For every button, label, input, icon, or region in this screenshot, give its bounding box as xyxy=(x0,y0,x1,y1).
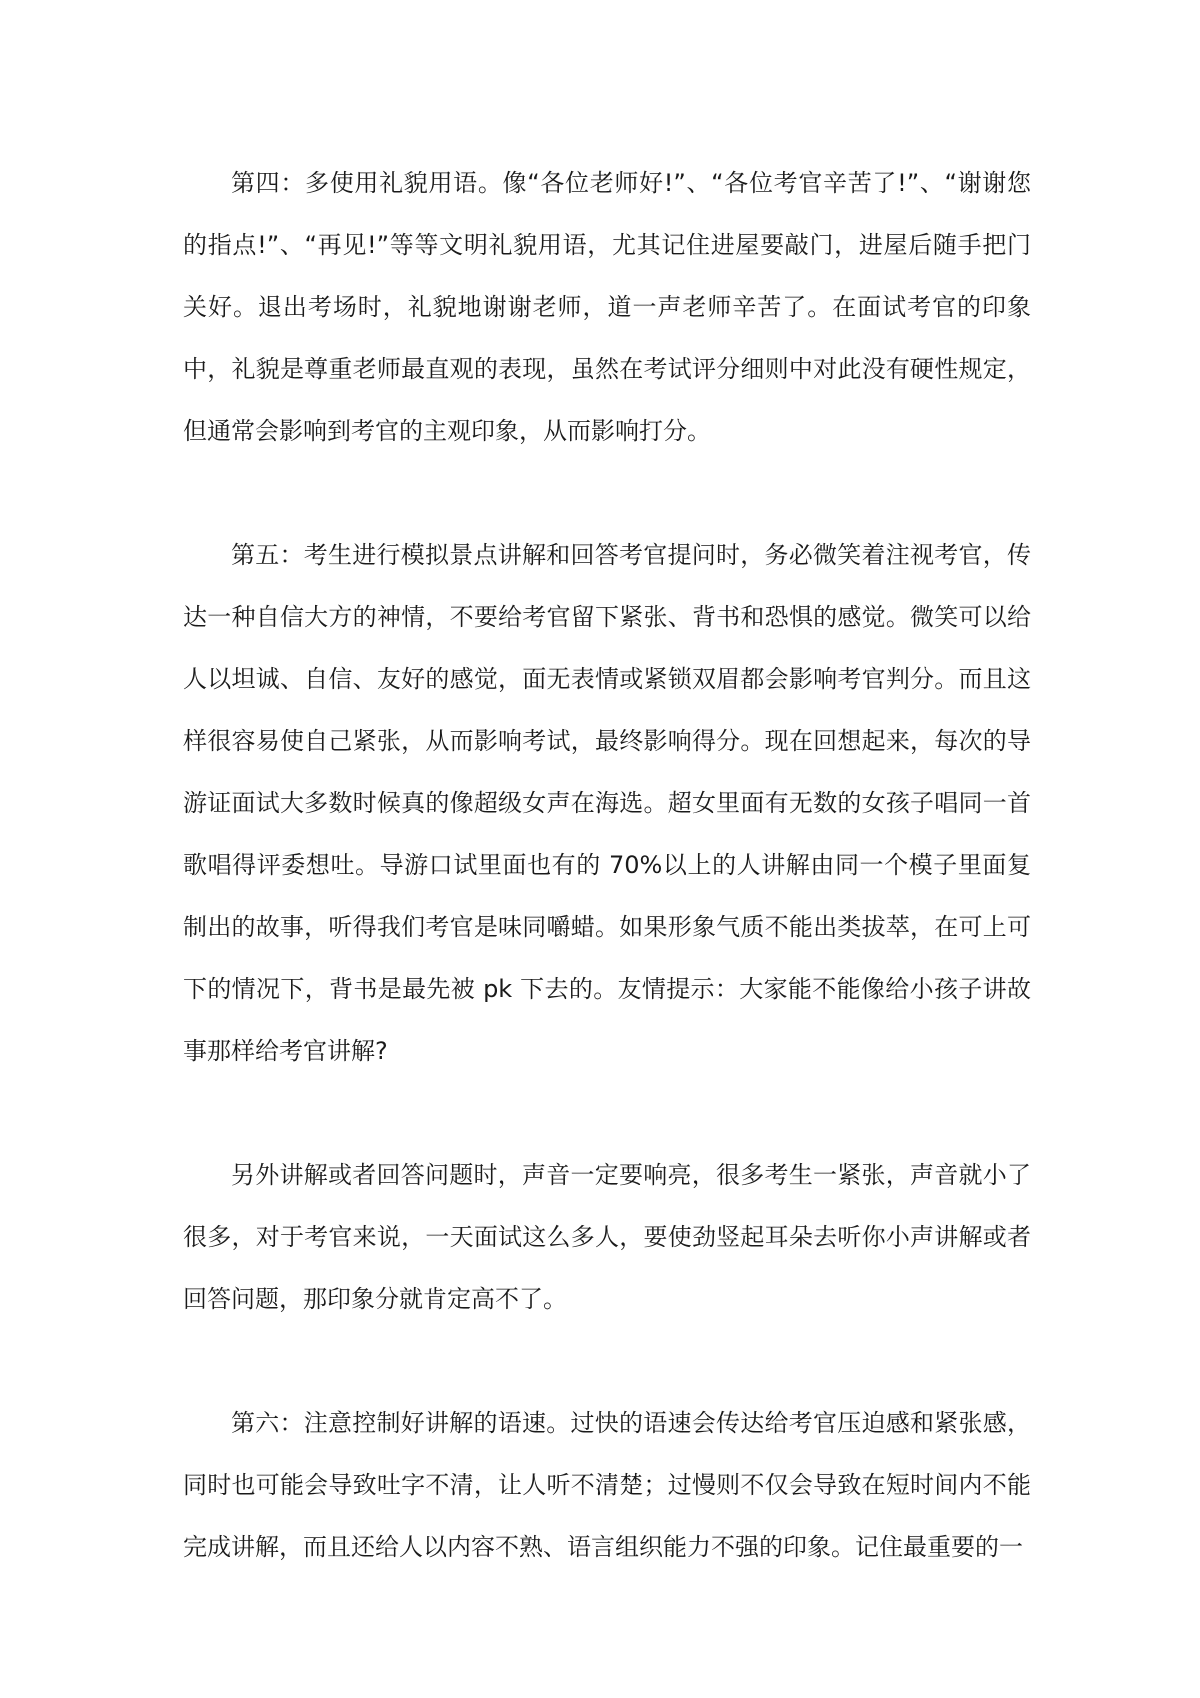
paragraph-voice-tip: 另外讲解或者回答问题时，声音一定要响亮，很多考生一紧张，声音就小了很多，对于考官来说，一天面试这么多人，要使劲竖起耳朵去听你小声讲解或者回答问题，那印象分就肯定高不了。 xyxy=(183,1161,1031,1313)
paragraph-fourth-point: 第四：多使用礼貌用语。像“各位老师好!”、“各位考官辛苦了!”、“谢谢您的指点!”、“再见!”等等文明礼貌用语，尤其记住进屋要敲门，进屋后随手把门关好。退出考场时，礼貌地谢谢老师，道一声老师辛苦了。在面试考官的印象中，礼貌是尊重老师最直观的表现，虽然在考试评分细则中对此没有硬性规定，但通常会影响到考官的主观印象，从而影响打分。 xyxy=(183,169,1031,445)
paragraph-sixth-point: 第六：注意控制好讲解的语速。过快的语速会传达给考官压迫感和紧张感，同时也可能会导致吐字不清，让人听不清楚；过慢则不仅会导致在短时间内不能完成讲解，而且还给人以内容不熟、语言组织能力不强的印象。记住最重要的一 xyxy=(183,1409,1031,1561)
document-body xyxy=(183,152,1031,1578)
paragraph-fifth-point: 第五：考生进行模拟景点讲解和回答考官提问时，务必微笑着注视考官，传达一种自信大方的神情，不要给考官留下紧张、背书和恐惧的感觉。微笑可以给人以坦诚、自信、友好的感觉，面无表情或紧锁双眉都会影响考官判分。而且这样很容易使自己紧张，从而影响考试，最终影响得分。现在回想起来，每次的导游证面试大多数时候真的像超级女声在海选。超女里面有无数的女孩子唱同一首歌唱得评委想吐。导游口试里面也有的 70%以上的人讲解由同一个模子里面复制出的故事，听得我们考官是味同嚼蜡。如果形象气质不能出类拔萃，在可上可下的情况下，背书是最先被 pk 下去的。友情提示：大家能不能像给小孩子讲故事那样给考官讲解? xyxy=(183,541,1031,1065)
